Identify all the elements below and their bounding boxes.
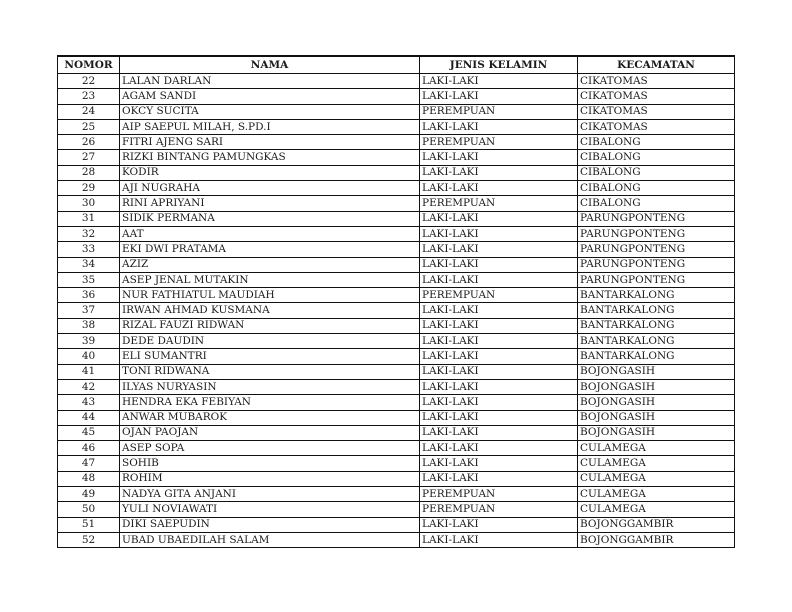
table-row	[58, 165, 735, 180]
row-number: 48	[58, 471, 120, 486]
row-nama: SOHIB	[120, 456, 420, 471]
row-number: 25	[58, 119, 120, 134]
table-row	[58, 150, 735, 165]
table-row	[58, 395, 735, 410]
row-nama: AZIZ	[120, 257, 420, 272]
row-kecamatan: CIKATOMAS	[578, 104, 735, 119]
row-number: 42	[58, 379, 120, 394]
row-kecamatan: BANTARKALONG	[578, 334, 735, 349]
header-nama: NAMA	[120, 56, 420, 74]
table-row	[58, 517, 735, 532]
row-kecamatan: CIBALONG	[578, 196, 735, 211]
row-nama: DIKI SAEPUDIN	[120, 517, 420, 532]
row-kecamatan: BANTARKALONG	[578, 303, 735, 318]
row-kecamatan: CIBALONG	[578, 181, 735, 196]
row-number: 22	[58, 74, 120, 89]
row-nama: ILYAS NURYASIN	[120, 379, 420, 394]
row-number: 51	[58, 517, 120, 532]
row-kecamatan: CULAMEGA	[578, 456, 735, 471]
table-row	[58, 135, 735, 150]
row-kecamatan: CIKATOMAS	[578, 119, 735, 134]
row-nama: AIP SAEPUL MILAH, S.PD.I	[120, 119, 420, 134]
table-row	[58, 349, 735, 364]
row-jenis-kelamin: LAKI-LAKI	[420, 181, 578, 196]
row-jenis-kelamin: LAKI-LAKI	[420, 425, 578, 440]
row-nama: NADYA GITA ANJANI	[120, 487, 420, 502]
row-nama: EKI DWI PRATAMA	[120, 242, 420, 257]
row-number: 49	[58, 487, 120, 502]
row-nama: YULI NOVIAWATI	[120, 502, 420, 517]
table-row	[58, 104, 735, 119]
table-row	[58, 272, 735, 287]
row-kecamatan: CIKATOMAS	[578, 89, 735, 104]
row-jenis-kelamin: LAKI-LAKI	[420, 165, 578, 180]
row-nama: OKCY SUCITA	[120, 104, 420, 119]
row-number: 24	[58, 104, 120, 119]
row-jenis-kelamin: LAKI-LAKI	[420, 517, 578, 532]
row-nama: KODIR	[120, 165, 420, 180]
table-row	[58, 502, 735, 517]
row-number: 35	[58, 272, 120, 287]
table-row	[58, 257, 735, 272]
row-kecamatan: BOJONGASIH	[578, 379, 735, 394]
row-number: 33	[58, 242, 120, 257]
row-nama: ROHIM	[120, 471, 420, 486]
row-kecamatan: CULAMEGA	[578, 471, 735, 486]
row-number: 23	[58, 89, 120, 104]
table-row	[58, 226, 735, 241]
row-nama: ANWAR MUBAROK	[120, 410, 420, 425]
row-kecamatan: BOJONGASIH	[578, 395, 735, 410]
row-kecamatan: BOJONGGAMBIR	[578, 517, 735, 532]
row-kecamatan: CULAMEGA	[578, 502, 735, 517]
row-nama: RIZAL FAUZI RIDWAN	[120, 318, 420, 333]
table-row	[58, 487, 735, 502]
row-number: 27	[58, 150, 120, 165]
table-row	[58, 288, 735, 303]
row-kecamatan: BOJONGASIH	[578, 364, 735, 379]
row-kecamatan: PARUNGPONTENG	[578, 226, 735, 241]
row-number: 36	[58, 288, 120, 303]
row-jenis-kelamin: LAKI-LAKI	[420, 349, 578, 364]
row-jenis-kelamin: LAKI-LAKI	[420, 318, 578, 333]
row-number: 38	[58, 318, 120, 333]
row-jenis-kelamin: LAKI-LAKI	[420, 272, 578, 287]
row-nama: AJI NUGRAHA	[120, 181, 420, 196]
row-jenis-kelamin: PEREMPUAN	[420, 196, 578, 211]
row-number: 37	[58, 303, 120, 318]
row-nama: NUR FATHIATUL MAUDIAH	[120, 288, 420, 303]
row-jenis-kelamin: LAKI-LAKI	[420, 410, 578, 425]
row-nama: DEDE DAUDIN	[120, 334, 420, 349]
row-jenis-kelamin: LAKI-LAKI	[420, 257, 578, 272]
row-kecamatan: CIBALONG	[578, 135, 735, 150]
row-kecamatan: CIBALONG	[578, 165, 735, 180]
row-kecamatan: CULAMEGA	[578, 487, 735, 502]
row-number: 34	[58, 257, 120, 272]
row-number: 47	[58, 456, 120, 471]
row-number: 30	[58, 196, 120, 211]
table-row	[58, 89, 735, 104]
row-nama: RINI APRIYANI	[120, 196, 420, 211]
table-row	[58, 242, 735, 257]
row-kecamatan: PARUNGPONTENG	[578, 211, 735, 226]
row-number: 28	[58, 165, 120, 180]
header-row	[58, 56, 735, 74]
row-nama: ASEP SOPA	[120, 441, 420, 456]
table-row	[58, 456, 735, 471]
row-number: 46	[58, 441, 120, 456]
row-number: 45	[58, 425, 120, 440]
row-number: 26	[58, 135, 120, 150]
row-number: 40	[58, 349, 120, 364]
table-row	[58, 471, 735, 486]
row-kecamatan: PARUNGPONTENG	[578, 272, 735, 287]
row-jenis-kelamin: LAKI-LAKI	[420, 74, 578, 89]
row-nama: AAT	[120, 226, 420, 241]
row-nama: ASEP JENAL MUTAKIN	[120, 272, 420, 287]
row-jenis-kelamin: LAKI-LAKI	[420, 303, 578, 318]
row-number: 31	[58, 211, 120, 226]
row-nama: AGAM SANDI	[120, 89, 420, 104]
roster-table	[57, 55, 735, 548]
row-number: 39	[58, 334, 120, 349]
table-row	[58, 196, 735, 211]
table-row	[58, 532, 735, 547]
row-jenis-kelamin: LAKI-LAKI	[420, 471, 578, 486]
row-nama: RIZKI BINTANG PAMUNGKAS	[120, 150, 420, 165]
row-jenis-kelamin: PEREMPUAN	[420, 502, 578, 517]
table-row	[58, 334, 735, 349]
row-nama: ELI SUMANTRI	[120, 349, 420, 364]
row-jenis-kelamin: PEREMPUAN	[420, 487, 578, 502]
header-kecamatan: KECAMATAN	[578, 56, 735, 74]
row-kecamatan: BANTARKALONG	[578, 318, 735, 333]
table-row	[58, 425, 735, 440]
table-row	[58, 303, 735, 318]
row-nama: FITRI AJENG SARI	[120, 135, 420, 150]
row-nama: IRWAN AHMAD KUSMANA	[120, 303, 420, 318]
row-jenis-kelamin: LAKI-LAKI	[420, 441, 578, 456]
table-row	[58, 364, 735, 379]
row-nama: UBAD UBAEDILAH SALAM	[120, 532, 420, 547]
row-jenis-kelamin: LAKI-LAKI	[420, 242, 578, 257]
table-row	[58, 119, 735, 134]
row-kecamatan: CULAMEGA	[578, 441, 735, 456]
row-kecamatan: BOJONGGAMBIR	[578, 532, 735, 547]
row-kecamatan: BANTARKALONG	[578, 349, 735, 364]
row-number: 50	[58, 502, 120, 517]
row-kecamatan: PARUNGPONTENG	[578, 242, 735, 257]
row-nama: SIDIK PERMANA	[120, 211, 420, 226]
table-row	[58, 181, 735, 196]
row-nama: TONI RIDWANA	[120, 364, 420, 379]
row-jenis-kelamin: LAKI-LAKI	[420, 89, 578, 104]
row-number: 41	[58, 364, 120, 379]
row-jenis-kelamin: LAKI-LAKI	[420, 211, 578, 226]
row-number: 29	[58, 181, 120, 196]
row-kecamatan: BOJONGASIH	[578, 410, 735, 425]
row-jenis-kelamin: PEREMPUAN	[420, 288, 578, 303]
row-jenis-kelamin: LAKI-LAKI	[420, 364, 578, 379]
table-row	[58, 318, 735, 333]
row-jenis-kelamin: LAKI-LAKI	[420, 334, 578, 349]
row-number: 44	[58, 410, 120, 425]
header-nomor: NOMOR	[58, 56, 120, 74]
table-row	[58, 74, 735, 89]
header-jenis-kelamin: JENIS KELAMIN	[420, 56, 578, 74]
row-jenis-kelamin: LAKI-LAKI	[420, 532, 578, 547]
table-row	[58, 441, 735, 456]
row-number: 43	[58, 395, 120, 410]
table-row	[58, 379, 735, 394]
row-jenis-kelamin: LAKI-LAKI	[420, 119, 578, 134]
row-jenis-kelamin: LAKI-LAKI	[420, 379, 578, 394]
row-nama: OJAN PAOJAN	[120, 425, 420, 440]
row-jenis-kelamin: LAKI-LAKI	[420, 456, 578, 471]
row-jenis-kelamin: PEREMPUAN	[420, 135, 578, 150]
row-kecamatan: CIBALONG	[578, 150, 735, 165]
row-jenis-kelamin: LAKI-LAKI	[420, 395, 578, 410]
row-jenis-kelamin: LAKI-LAKI	[420, 226, 578, 241]
row-number: 52	[58, 532, 120, 547]
row-kecamatan: BOJONGASIH	[578, 425, 735, 440]
row-kecamatan: CIKATOMAS	[578, 74, 735, 89]
row-nama: HENDRA EKA FEBIYAN	[120, 395, 420, 410]
table-row	[58, 410, 735, 425]
row-jenis-kelamin: LAKI-LAKI	[420, 150, 578, 165]
table-row	[58, 211, 735, 226]
row-jenis-kelamin: PEREMPUAN	[420, 104, 578, 119]
row-kecamatan: PARUNGPONTENG	[578, 257, 735, 272]
row-kecamatan: BANTARKALONG	[578, 288, 735, 303]
table-body	[58, 74, 735, 548]
row-number: 32	[58, 226, 120, 241]
row-nama: LALAN DARLAN	[120, 74, 420, 89]
